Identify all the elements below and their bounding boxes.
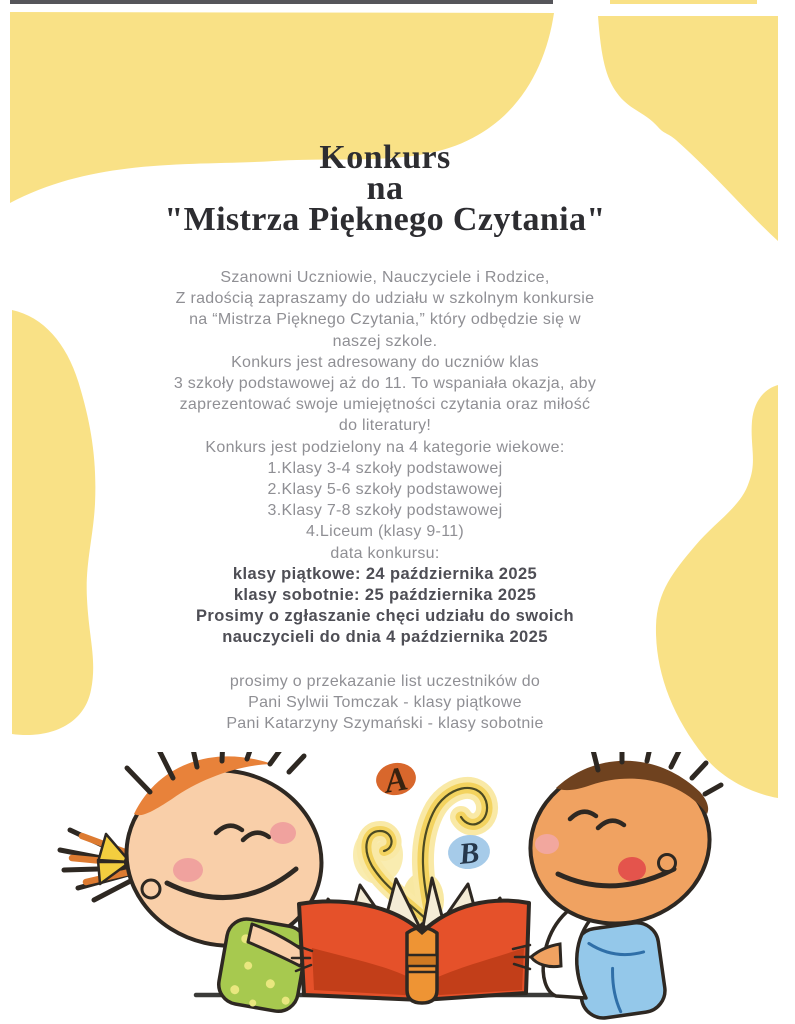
boy-cheek [618,857,646,881]
top-edge-yellow-sliver [610,0,757,4]
letter-a: A [381,760,411,801]
girl-ear [142,880,160,898]
body-line-category: 4.Liceum (klasy 9-11) [305,523,465,541]
body-line-category: 1.Klasy 3-4 szkoły podstawowej [267,459,503,477]
highlight-line: Prosimy o zgłaszanie chęci udziału do swoich [196,607,574,626]
boy-shirt [572,920,668,1021]
girl-cheek [270,822,296,844]
poster-title [0,139,770,238]
highlight-line: nauczycieli do dnia 4 października 2025 [222,628,548,647]
footer-line: Pani Sylwii Tomczak - klasy piątkowe [248,694,522,712]
boy-cheek [535,834,559,854]
body-line: naszej szkole. [332,332,438,350]
body-line: Z radością zapraszamy do udziału w szkolnym konkursie [175,290,595,308]
letter-b-badge [446,833,491,872]
girl-cheek [173,858,203,882]
letter-b: B [457,836,481,871]
girl-figure [60,752,339,1014]
body-line: data konkursu: [330,544,440,562]
letter-a-badge [373,759,419,802]
body-line-category: 3.Klasy 7-8 szkoły podstawowej [267,502,503,520]
body-line: Szanowni Uczniowie, Nauczyciele i Rodzice, [220,269,550,286]
footer-line: prosimy o przekazanie list uczestników do [229,673,541,690]
boy-figure [516,752,725,1021]
boy-ear [659,855,676,872]
top-edge-line [10,0,553,4]
body-line: Konkurs jest podzielony na 4 kategorie wiekowe: [205,438,565,456]
body-line: na “Mistrza Pięknego Czytania,” który odbędzie się w [189,311,581,329]
body-line: do literatury! [338,417,432,435]
body-line: 3 szkoły podstawowej aż do 11. To wspaniała okazja, aby [173,375,597,393]
body-line: Konkurs jest adresowany do uczniów klas [231,353,539,371]
body-line: zaprezentować swoje umiejętności czytania oraz miłość [179,396,591,414]
highlight-line-date: klasy sobotnie: 25 października 2025 [233,586,537,605]
footer-line: Pani Katarzyny Szymański - klasy sobotnie [226,715,544,733]
boy-hand [531,944,561,967]
title-line-1: Konkurs [319,139,451,176]
poster-body [0,267,770,649]
body-line-category: 2.Klasy 5-6 szkoły podstawowej [267,481,503,499]
children-reading-illustration [0,752,795,1024]
title-line-2: na [366,170,404,207]
title-line-3: "Mistrza Pięknego Czytania" [164,201,606,238]
poster-footer [0,671,770,735]
highlight-line-date: klasy piątkowe: 24 października 2025 [232,564,538,583]
